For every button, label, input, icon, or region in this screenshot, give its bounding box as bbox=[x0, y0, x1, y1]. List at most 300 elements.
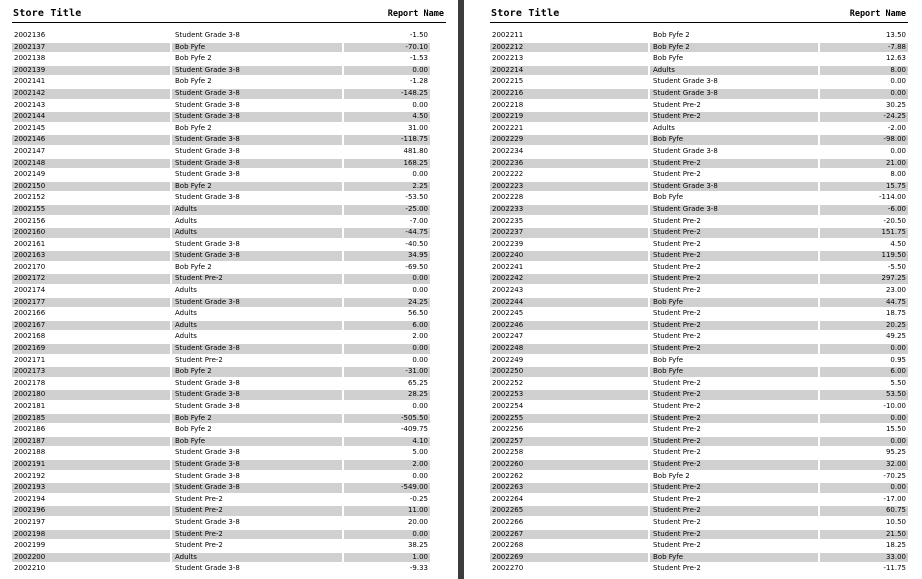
table-row bbox=[12, 308, 430, 320]
table-row bbox=[490, 424, 908, 436]
account-amount: 10.50 bbox=[885, 517, 906, 526]
account-name: Student Grade 3-8 bbox=[175, 31, 240, 39]
table-row bbox=[12, 378, 430, 390]
account-id: 2002218 bbox=[492, 100, 524, 109]
account-amount: 151.75 bbox=[820, 228, 908, 238]
account-amount: 297.25 bbox=[820, 274, 908, 284]
report-rows-right bbox=[490, 30, 908, 575]
account-amount: -505.50 bbox=[344, 414, 430, 424]
table-row bbox=[12, 273, 430, 285]
account-amount: -17.00 bbox=[883, 494, 906, 503]
account-amount: -20.50 bbox=[883, 216, 906, 225]
account-amount: -40.50 bbox=[405, 239, 428, 248]
account-id: 2002254 bbox=[492, 402, 524, 410]
account-name: Student Grade 3-8 bbox=[650, 182, 818, 192]
account-id: 2002163 bbox=[12, 251, 170, 261]
table-row bbox=[490, 111, 908, 123]
account-amount: 0.00 bbox=[890, 146, 906, 155]
table-row bbox=[12, 471, 430, 483]
account-name: Student Pre-2 bbox=[653, 262, 701, 271]
account-name: Student Grade 3-8 bbox=[172, 251, 342, 261]
account-amount: 5.00 bbox=[412, 448, 428, 457]
table-row bbox=[12, 181, 430, 193]
account-id: 2002268 bbox=[492, 541, 524, 550]
account-id: 2002236 bbox=[490, 159, 648, 169]
table-row bbox=[490, 285, 908, 297]
account-id: 2002149 bbox=[14, 170, 46, 179]
account-id: 2002138 bbox=[14, 54, 46, 63]
account-amount: 15.75 bbox=[820, 182, 908, 192]
table-row bbox=[12, 355, 430, 367]
table-row bbox=[12, 320, 430, 332]
account-id: 2002221 bbox=[492, 123, 524, 132]
table-row bbox=[12, 297, 430, 309]
account-amount: -1.28 bbox=[409, 77, 428, 86]
table-row bbox=[490, 447, 908, 459]
account-id: 2002237 bbox=[490, 228, 648, 238]
account-id: 2002244 bbox=[490, 298, 648, 308]
account-id: 2002156 bbox=[14, 216, 46, 225]
account-id: 2002200 bbox=[12, 553, 170, 563]
account-name: Bob Fyfe bbox=[653, 193, 684, 202]
account-name: Student Grade 3-8 bbox=[175, 378, 240, 387]
account-amount: 6.00 bbox=[344, 321, 430, 331]
account-name: Student Grade 3-8 bbox=[650, 89, 818, 99]
account-id: 2002266 bbox=[492, 517, 524, 526]
table-row bbox=[490, 401, 908, 413]
account-id: 2002181 bbox=[14, 402, 46, 410]
account-name: Student Pre-2 bbox=[653, 100, 701, 109]
account-id: 2002265 bbox=[490, 506, 648, 516]
table-row bbox=[490, 413, 908, 425]
table-row bbox=[490, 158, 908, 170]
account-amount: 8.00 bbox=[820, 66, 908, 76]
account-amount: -2.00 bbox=[887, 123, 906, 132]
account-name: Adults bbox=[172, 228, 342, 238]
account-amount: 481.80 bbox=[403, 146, 428, 155]
account-amount: 20.00 bbox=[407, 517, 428, 526]
table-row bbox=[490, 239, 908, 251]
table-row bbox=[12, 331, 430, 343]
account-name: Student Grade 3-8 bbox=[175, 239, 240, 248]
table-row bbox=[12, 262, 430, 274]
account-name: Student Grade 3-8 bbox=[172, 460, 342, 470]
account-id: 2002143 bbox=[14, 100, 46, 109]
account-amount: 4.50 bbox=[344, 112, 430, 122]
account-name: Student Pre-2 bbox=[650, 390, 818, 400]
account-name: Student Pre-2 bbox=[653, 332, 701, 341]
account-amount: 15.50 bbox=[885, 425, 906, 434]
account-name: Student Pre-2 bbox=[650, 414, 818, 424]
table-row bbox=[490, 563, 908, 575]
account-amount: 31.00 bbox=[407, 123, 428, 132]
table-row bbox=[12, 204, 430, 216]
account-name: Student Grade 3-8 bbox=[172, 135, 342, 145]
account-amount: 18.75 bbox=[885, 309, 906, 318]
account-name: Student Pre-2 bbox=[653, 402, 701, 410]
account-amount: 119.50 bbox=[820, 251, 908, 261]
account-name: Student Pre-2 bbox=[175, 494, 223, 503]
account-id: 2002194 bbox=[14, 494, 46, 503]
account-name: Student Pre-2 bbox=[650, 228, 818, 238]
account-amount: 0.00 bbox=[344, 344, 430, 354]
account-amount: -1.50 bbox=[409, 31, 428, 39]
account-name: Student Grade 3-8 bbox=[172, 483, 342, 493]
account-amount: 44.75 bbox=[820, 298, 908, 308]
account-id: 2002197 bbox=[14, 517, 46, 526]
table-row bbox=[12, 366, 430, 378]
table-row bbox=[12, 505, 430, 517]
table-row bbox=[490, 65, 908, 77]
table-row bbox=[12, 529, 430, 541]
account-amount: -70.25 bbox=[883, 471, 906, 480]
account-id: 2002245 bbox=[492, 309, 524, 318]
table-row bbox=[490, 540, 908, 552]
table-row bbox=[490, 42, 908, 54]
account-name: Student Grade 3-8 bbox=[175, 517, 240, 526]
table-row bbox=[490, 273, 908, 285]
account-amount: -5.50 bbox=[887, 262, 906, 271]
account-id: 2002214 bbox=[490, 66, 648, 76]
account-id: 2002250 bbox=[490, 367, 648, 377]
table-row bbox=[12, 540, 430, 552]
account-amount: -25.00 bbox=[344, 205, 430, 215]
account-amount: 0.95 bbox=[890, 355, 906, 364]
account-id: 2002243 bbox=[492, 286, 524, 295]
account-amount: -31.00 bbox=[344, 367, 430, 377]
account-name: Adults bbox=[175, 216, 197, 225]
account-name: Student Grade 3-8 bbox=[175, 146, 240, 155]
account-name: Student Pre-2 bbox=[175, 541, 223, 550]
account-name: Student Grade 3-8 bbox=[172, 159, 342, 169]
account-id: 2002248 bbox=[490, 344, 648, 354]
account-name: Student Pre-2 bbox=[653, 448, 701, 457]
account-id: 2002141 bbox=[14, 77, 46, 86]
account-amount: 0.00 bbox=[820, 344, 908, 354]
account-amount: 0.00 bbox=[820, 414, 908, 424]
account-name: Student Pre-2 bbox=[653, 425, 701, 434]
table-row bbox=[12, 65, 430, 77]
account-id: 2002198 bbox=[12, 530, 170, 540]
account-id: 2002166 bbox=[14, 309, 46, 318]
table-row bbox=[12, 76, 430, 88]
table-row bbox=[490, 216, 908, 228]
account-id: 2002147 bbox=[14, 146, 46, 155]
account-name: Student Pre-2 bbox=[653, 541, 701, 550]
table-row bbox=[12, 413, 430, 425]
report-header bbox=[490, 8, 908, 23]
account-name: Student Pre-2 bbox=[653, 216, 701, 225]
account-amount: -44.75 bbox=[344, 228, 430, 238]
table-row bbox=[490, 100, 908, 112]
account-name: Bob Fyfe bbox=[650, 135, 818, 145]
account-id: 2002263 bbox=[490, 483, 648, 493]
account-id: 2002252 bbox=[492, 378, 524, 387]
account-id: 2002136 bbox=[14, 31, 46, 39]
account-amount: 23.00 bbox=[885, 286, 906, 295]
account-name: Student Grade 3-8 bbox=[172, 298, 342, 308]
account-name: Bob Fyfe bbox=[650, 367, 818, 377]
table-row bbox=[490, 123, 908, 135]
account-name: Student Pre-2 bbox=[172, 506, 342, 516]
account-amount: 12.63 bbox=[885, 54, 906, 63]
account-id: 2002173 bbox=[12, 367, 170, 377]
table-row bbox=[12, 285, 430, 297]
account-name: Bob Fyfe bbox=[172, 43, 342, 53]
account-name: Student Pre-2 bbox=[650, 344, 818, 354]
account-name: Student Grade 3-8 bbox=[653, 146, 718, 155]
account-id: 2002178 bbox=[14, 378, 46, 387]
account-amount: 21.50 bbox=[820, 530, 908, 540]
table-row bbox=[490, 262, 908, 274]
account-id: 2002199 bbox=[14, 541, 46, 550]
table-row bbox=[490, 320, 908, 332]
account-amount: 30.25 bbox=[885, 100, 906, 109]
account-id: 2002160 bbox=[12, 228, 170, 238]
table-row bbox=[12, 123, 430, 135]
account-amount: 0.00 bbox=[820, 89, 908, 99]
account-id: 2002171 bbox=[14, 355, 46, 364]
account-name: Bob Fyfe 2 bbox=[175, 77, 212, 86]
account-id: 2002161 bbox=[14, 239, 46, 248]
account-amount: 95.25 bbox=[885, 448, 906, 457]
account-id: 2002169 bbox=[12, 344, 170, 354]
account-id: 2002264 bbox=[492, 494, 524, 503]
account-id: 2002241 bbox=[492, 262, 524, 271]
table-row bbox=[490, 134, 908, 146]
account-name: Student Pre-2 bbox=[653, 494, 701, 503]
account-id: 2002192 bbox=[14, 471, 46, 480]
table-row bbox=[490, 331, 908, 343]
account-name: Student Grade 3-8 bbox=[172, 66, 342, 76]
table-row bbox=[12, 30, 430, 42]
account-id: 2002146 bbox=[12, 135, 170, 145]
account-amount: 18.25 bbox=[885, 541, 906, 550]
account-name: Student Pre-2 bbox=[653, 378, 701, 387]
account-name: Bob Fyfe 2 bbox=[653, 31, 690, 39]
account-amount: -53.50 bbox=[405, 193, 428, 202]
account-id: 2002239 bbox=[492, 239, 524, 248]
account-id: 2002246 bbox=[490, 321, 648, 331]
account-amount: 6.00 bbox=[820, 367, 908, 377]
account-name: Student Grade 3-8 bbox=[175, 100, 240, 109]
account-name: Student Grade 3-8 bbox=[175, 170, 240, 179]
account-amount: -24.25 bbox=[820, 112, 908, 122]
table-row bbox=[12, 216, 430, 228]
account-id: 2002196 bbox=[12, 506, 170, 516]
account-id: 2002240 bbox=[490, 251, 648, 261]
table-row bbox=[490, 146, 908, 158]
account-name: Student Pre-2 bbox=[650, 159, 818, 169]
account-name: Student Grade 3-8 bbox=[653, 77, 718, 86]
account-amount: 32.00 bbox=[820, 460, 908, 470]
report-name: Report Name bbox=[387, 9, 444, 19]
table-row bbox=[490, 250, 908, 262]
account-name: Student Grade 3-8 bbox=[175, 193, 240, 202]
table-row bbox=[12, 53, 430, 65]
account-name: Student Grade 3-8 bbox=[175, 471, 240, 480]
account-id: 2002223 bbox=[490, 182, 648, 192]
account-amount: -10.00 bbox=[883, 402, 906, 410]
table-row bbox=[490, 227, 908, 239]
account-name: Bob Fyfe 2 bbox=[175, 123, 212, 132]
account-amount: -148.25 bbox=[344, 89, 430, 99]
table-row bbox=[12, 424, 430, 436]
account-amount: 21.00 bbox=[820, 159, 908, 169]
account-id: 2002174 bbox=[14, 286, 46, 295]
account-name: Student Grade 3-8 bbox=[172, 89, 342, 99]
table-row bbox=[490, 389, 908, 401]
account-name: Bob Fyfe 2 bbox=[175, 425, 212, 434]
account-amount: 0.00 bbox=[344, 530, 430, 540]
account-name: Adults bbox=[650, 66, 818, 76]
account-amount: -9.33 bbox=[409, 564, 428, 573]
account-id: 2002167 bbox=[12, 321, 170, 331]
account-amount: 34.95 bbox=[344, 251, 430, 261]
account-name: Bob Fyfe 2 bbox=[172, 367, 342, 377]
account-amount: -0.25 bbox=[409, 494, 428, 503]
account-amount: 168.25 bbox=[344, 159, 430, 169]
account-name: Adults bbox=[653, 123, 675, 132]
account-id: 2002211 bbox=[492, 31, 524, 39]
table-row bbox=[490, 297, 908, 309]
account-amount: -7.00 bbox=[409, 216, 428, 225]
account-amount: 0.00 bbox=[820, 437, 908, 447]
account-name: Bob Fyfe bbox=[650, 298, 818, 308]
account-id: 2002185 bbox=[12, 414, 170, 424]
account-name: Adults bbox=[172, 553, 342, 563]
account-amount: 0.00 bbox=[412, 170, 428, 179]
account-name: Student Grade 3-8 bbox=[172, 112, 342, 122]
account-amount: -11.75 bbox=[883, 564, 906, 573]
account-amount: 60.75 bbox=[820, 506, 908, 516]
table-row bbox=[490, 30, 908, 42]
table-row bbox=[490, 76, 908, 88]
account-amount: 13.50 bbox=[885, 31, 906, 39]
table-row bbox=[490, 552, 908, 564]
account-id: 2002255 bbox=[490, 414, 648, 424]
account-name: Student Pre-2 bbox=[172, 530, 342, 540]
account-amount: 2.25 bbox=[344, 182, 430, 192]
account-name: Student Pre-2 bbox=[653, 517, 701, 526]
account-amount: 5.50 bbox=[890, 378, 906, 387]
account-id: 2002150 bbox=[12, 182, 170, 192]
account-name: Student Grade 3-8 bbox=[650, 205, 818, 215]
account-name: Bob Fyfe 2 bbox=[653, 471, 690, 480]
account-name: Bob Fyfe 2 bbox=[175, 262, 212, 271]
account-name: Student Pre-2 bbox=[650, 274, 818, 284]
account-amount: 0.00 bbox=[344, 274, 430, 284]
account-id: 2002142 bbox=[12, 89, 170, 99]
account-id: 2002186 bbox=[14, 425, 46, 434]
account-amount: 0.00 bbox=[412, 355, 428, 364]
table-row bbox=[12, 517, 430, 529]
account-amount: -118.75 bbox=[344, 135, 430, 145]
account-id: 2002137 bbox=[12, 43, 170, 53]
account-name: Student Grade 3-8 bbox=[172, 344, 342, 354]
account-name: Student Pre-2 bbox=[650, 112, 818, 122]
account-amount: -6.00 bbox=[820, 205, 908, 215]
account-id: 2002170 bbox=[14, 262, 46, 271]
account-amount: 56.50 bbox=[407, 309, 428, 318]
account-amount: -7.88 bbox=[820, 43, 908, 53]
account-amount: -114.00 bbox=[878, 193, 906, 202]
account-amount: 0.00 bbox=[412, 286, 428, 295]
account-name: Bob Fyfe bbox=[172, 437, 342, 447]
account-amount: 8.00 bbox=[890, 170, 906, 179]
table-row bbox=[12, 158, 430, 170]
table-row bbox=[12, 239, 430, 251]
account-name: Bob Fyfe 2 bbox=[175, 54, 212, 63]
account-amount: -98.00 bbox=[820, 135, 908, 145]
account-name: Bob Fyfe bbox=[650, 553, 818, 563]
table-row bbox=[12, 169, 430, 181]
table-row bbox=[12, 401, 430, 413]
table-row bbox=[490, 471, 908, 483]
account-id: 2002212 bbox=[490, 43, 648, 53]
account-name: Student Pre-2 bbox=[653, 309, 701, 318]
table-row bbox=[12, 192, 430, 204]
account-amount: 11.00 bbox=[344, 506, 430, 516]
account-name: Student Pre-2 bbox=[172, 274, 342, 284]
account-amount: 0.00 bbox=[890, 77, 906, 86]
account-amount: 2.00 bbox=[412, 332, 428, 341]
table-row bbox=[12, 494, 430, 506]
account-id: 2002215 bbox=[492, 77, 524, 86]
account-name: Bob Fyfe 2 bbox=[172, 414, 342, 424]
account-name: Student Pre-2 bbox=[650, 251, 818, 261]
account-amount: 0.00 bbox=[412, 402, 428, 410]
account-id: 2002193 bbox=[12, 483, 170, 493]
account-id: 2002188 bbox=[14, 448, 46, 457]
account-amount: 2.00 bbox=[344, 460, 430, 470]
table-row bbox=[490, 53, 908, 65]
account-amount: 49.25 bbox=[885, 332, 906, 341]
account-amount: -409.75 bbox=[400, 425, 428, 434]
report-header bbox=[12, 8, 446, 23]
table-row bbox=[490, 505, 908, 517]
account-id: 2002155 bbox=[12, 205, 170, 215]
report-name: Report Name bbox=[849, 9, 906, 19]
table-row bbox=[12, 552, 430, 564]
account-id: 2002247 bbox=[492, 332, 524, 341]
account-id: 2002216 bbox=[490, 89, 648, 99]
account-amount: -69.50 bbox=[405, 262, 428, 271]
account-amount: 0.00 bbox=[412, 471, 428, 480]
account-name: Student Pre-2 bbox=[653, 564, 701, 573]
table-row bbox=[12, 343, 430, 355]
account-name: Student Grade 3-8 bbox=[175, 402, 240, 410]
table-row bbox=[490, 192, 908, 204]
table-row bbox=[490, 88, 908, 100]
table-row bbox=[12, 134, 430, 146]
account-id: 2002235 bbox=[492, 216, 524, 225]
account-id: 2002180 bbox=[12, 390, 170, 400]
table-row bbox=[12, 227, 430, 239]
account-id: 2002191 bbox=[12, 460, 170, 470]
account-id: 2002168 bbox=[14, 332, 46, 341]
account-amount: 4.10 bbox=[344, 437, 430, 447]
table-row bbox=[490, 459, 908, 471]
account-name: Student Grade 3-8 bbox=[175, 564, 240, 573]
table-row bbox=[490, 436, 908, 448]
account-amount: 20.25 bbox=[820, 321, 908, 331]
table-row bbox=[490, 181, 908, 193]
account-id: 2002152 bbox=[14, 193, 46, 202]
account-id: 2002267 bbox=[490, 530, 648, 540]
table-row bbox=[12, 447, 430, 459]
table-row bbox=[12, 563, 430, 575]
